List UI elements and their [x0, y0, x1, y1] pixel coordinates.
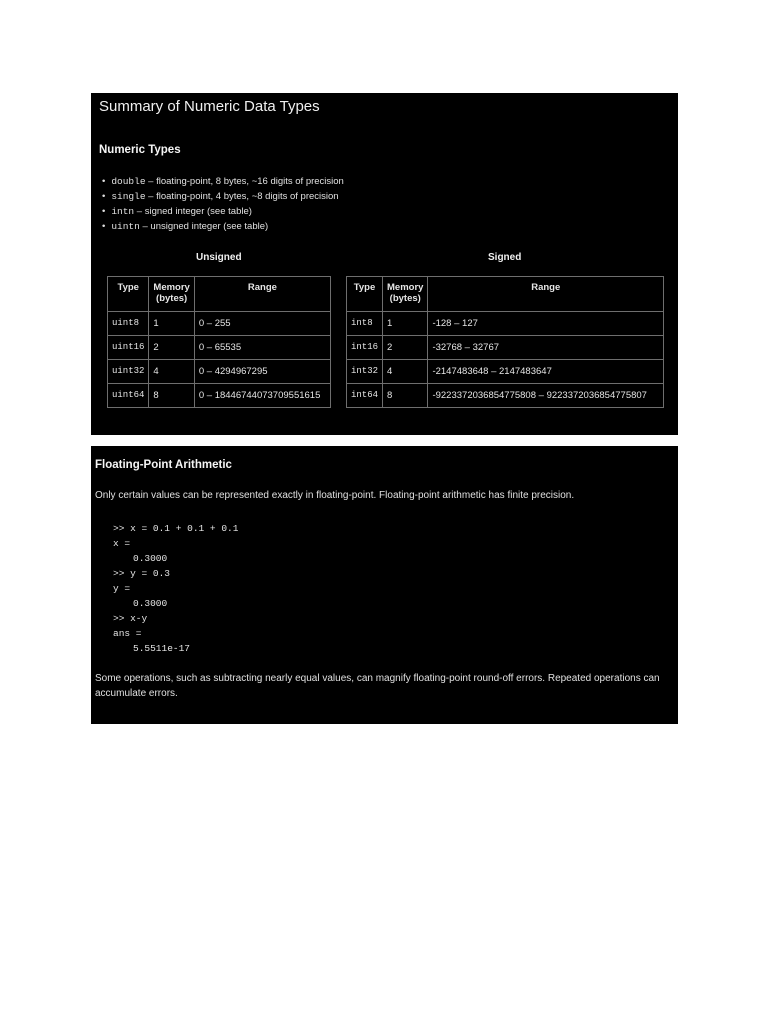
table-row: [108, 384, 331, 408]
memory-cell: 8: [149, 384, 194, 408]
column-header-range: Range: [428, 277, 664, 312]
column-header-memory: [149, 277, 194, 312]
type-code: single: [111, 191, 146, 202]
column-header-type: Type: [347, 277, 383, 312]
section-heading-floating-point: Floating-Point Arithmetic: [95, 459, 232, 471]
column-header-type: Type: [108, 277, 149, 312]
range-cell: 0 – 255: [194, 312, 330, 336]
type-description: – floating-point, 8 bytes, ~16 digits of precision: [145, 176, 344, 187]
memory-cell: 2: [383, 336, 428, 360]
unsigned-table: [107, 276, 331, 408]
page-title: Summary of Numeric Data Types: [99, 98, 320, 115]
table-row: [347, 336, 664, 360]
code-line: y =: [113, 583, 131, 594]
table-row: [108, 360, 331, 384]
table-row: [347, 312, 664, 336]
code-line: >> x-y: [113, 613, 148, 624]
code-line: 5.5511e-17: [133, 643, 191, 654]
list-item-intn: [102, 204, 344, 219]
code-line: 0.3000: [133, 598, 168, 609]
memory-unit-label: (bytes): [389, 293, 421, 304]
type-cell: int32: [347, 360, 383, 384]
memory-label: Memory: [153, 282, 190, 293]
code-line: x =: [113, 538, 131, 549]
type-cell: int8: [347, 312, 383, 336]
column-header-memory: [383, 277, 428, 312]
type-cell: uint8: [108, 312, 149, 336]
signed-table: [346, 276, 664, 408]
memory-cell: 4: [383, 360, 428, 384]
section-heading-numeric-types: Numeric Types: [99, 144, 181, 156]
type-code: intn: [111, 206, 135, 217]
memory-label: Memory: [387, 282, 424, 293]
range-cell: -128 – 127: [428, 312, 664, 336]
memory-cell: 4: [149, 360, 194, 384]
numeric-types-list: [102, 174, 344, 234]
table-row: [347, 384, 664, 408]
range-cell: -32768 – 32767: [428, 336, 664, 360]
type-cell: uint16: [108, 336, 149, 360]
unsigned-table-caption: Unsigned: [196, 252, 242, 263]
memory-cell: 2: [149, 336, 194, 360]
memory-cell: 1: [149, 312, 194, 336]
type-code: double: [111, 176, 146, 187]
type-cell: uint32: [108, 360, 149, 384]
type-description: – unsigned integer (see table): [139, 221, 269, 232]
code-line: ans =: [113, 628, 142, 639]
intro-paragraph: Only certain values can be represented exactly in floating-point. Floating-point arithmetic has finite precision.: [95, 490, 575, 501]
type-cell: int64: [347, 384, 383, 408]
range-cell: 0 – 65535: [194, 336, 330, 360]
outro-paragraph: Some operations, such as subtracting nearly equal values, can magnify floating-point round-off errors. Repeated operations can accumulate errors.: [95, 673, 660, 699]
code-block: [113, 521, 238, 656]
list-item-double: [102, 174, 344, 189]
range-cell: 0 – 4294967295: [194, 360, 330, 384]
type-description: – signed integer (see table): [134, 206, 252, 217]
type-cell: int16: [347, 336, 383, 360]
range-cell: 0 – 18446744073709551615: [194, 384, 330, 408]
table-row: [347, 360, 664, 384]
table-row: [108, 312, 331, 336]
code-line: 0.3000: [133, 553, 168, 564]
numeric-types-panel: [91, 93, 678, 435]
code-line: >> y = 0.3: [113, 568, 171, 579]
list-item-single: [102, 189, 344, 204]
range-cell: -2147483648 – 2147483647: [428, 360, 664, 384]
table-row: [108, 336, 331, 360]
memory-unit-label: (bytes): [156, 293, 188, 304]
type-code: uintn: [111, 221, 140, 232]
type-cell: uint64: [108, 384, 149, 408]
code-line: >> x = 0.1 + 0.1 + 0.1: [113, 523, 239, 534]
type-description: – floating-point, 4 bytes, ~8 digits of precision: [145, 191, 339, 202]
memory-cell: 1: [383, 312, 428, 336]
signed-table-caption: Signed: [488, 252, 522, 263]
table-header-row: [108, 277, 331, 312]
column-header-range: Range: [194, 277, 330, 312]
range-cell: -9223372036854775808 – 9223372036854775807: [428, 384, 664, 408]
table-header-row: [347, 277, 664, 312]
floating-point-panel: [91, 446, 678, 724]
list-item-uintn: [102, 219, 344, 234]
memory-cell: 8: [383, 384, 428, 408]
